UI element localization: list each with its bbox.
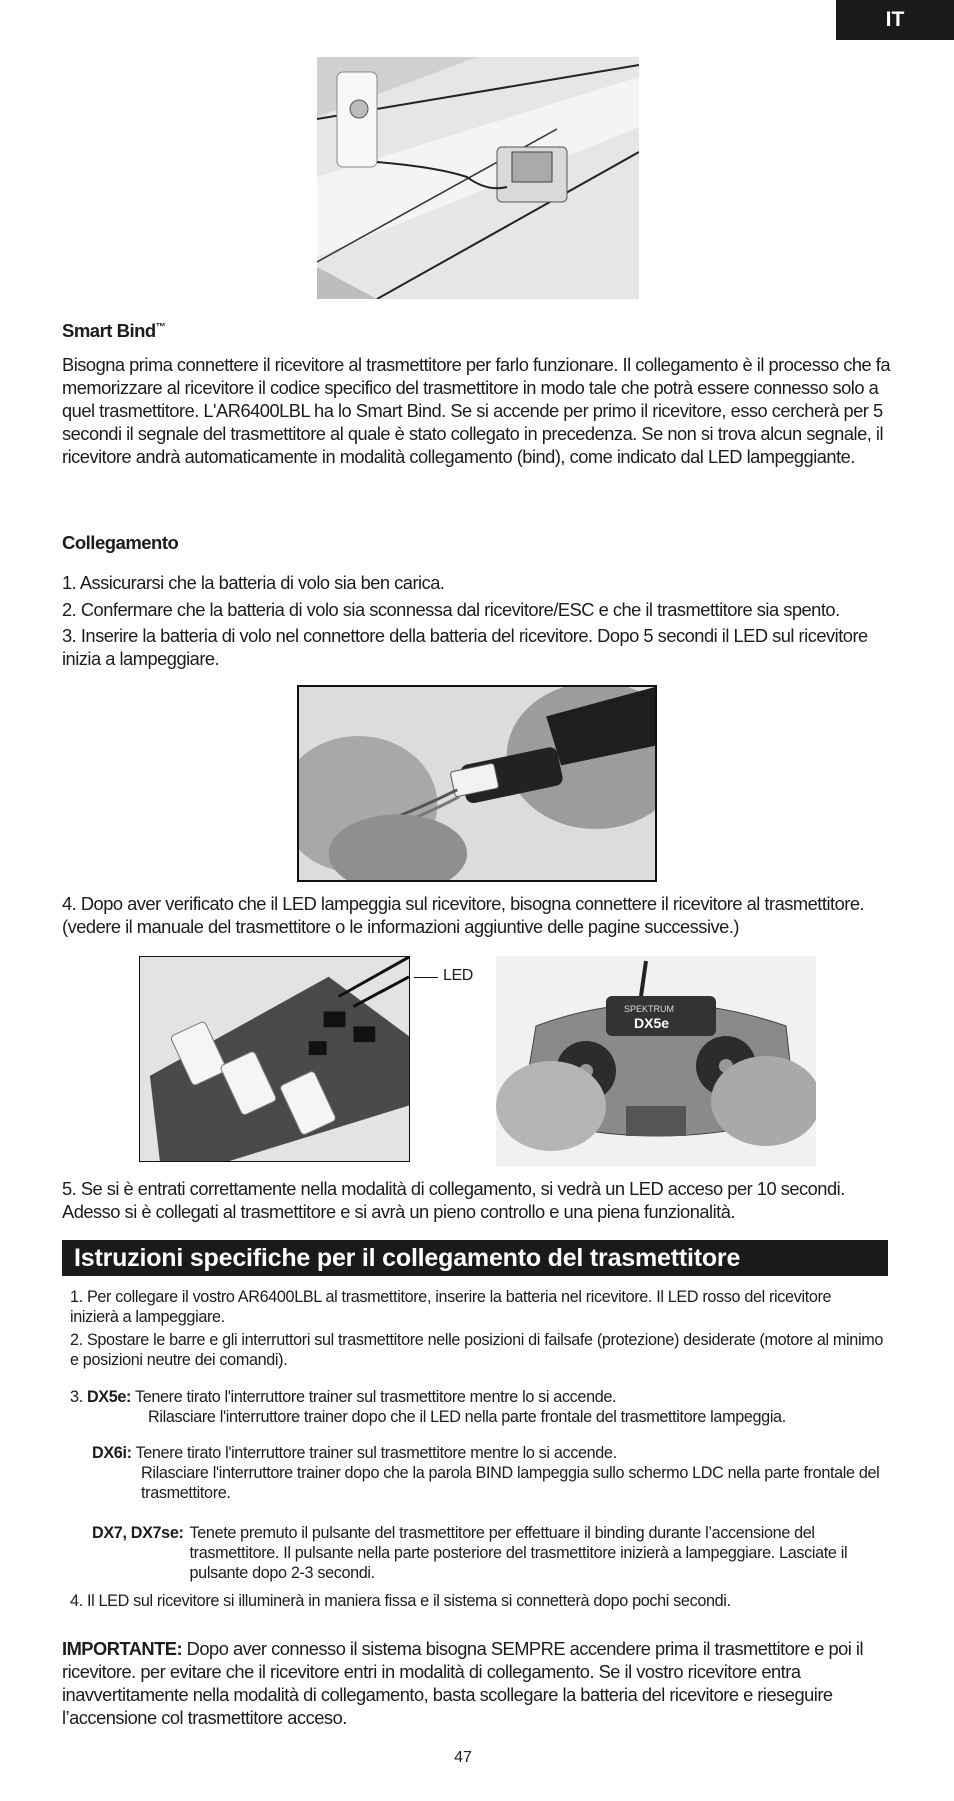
receiver-installed-photo — [317, 57, 639, 299]
smart-bind-paragraph: Bisogna prima connettere il ricevitore al trasmettitore per farlo funzionare. Il collegamento è il processo che fa memorizzare al ricevitore il codice specifico del trasmettitore in modo tale che potrà essere connesso solo a quel trasmettitore. L'AR6400LBL ha lo Smart Bind. Se si accende per primo il ricevitore, esso cercherà per 5 secondi il segnale del trasmettitore al quale è stato collegato in precedenza. Se non si trova alcun segnale, il ricevitore andrà automaticamente in modalità collegamento (bind), come indicato dal LED lampeggiante. — [62, 354, 891, 467]
language-tab: IT — [836, 0, 954, 40]
dx5e-line-2: Rilasciare l'interruttore trainer dopo che il LED nella parte frontale del trasmettitore lampeggia. — [148, 1408, 786, 1426]
important-text: Dopo aver connesso il sistema bisogna SEMPRE accendere prima il trasmettitore e poi il ricevitore. per evitare che il ricevitore entri in modalità di collegamento. Se il vostro ricevitore entra inavvertitamente nella modalità di collegamento, basta scollegare la batteria del ricevitore e rieseguire l’accensione col trasmettitore acceso. — [62, 1638, 864, 1728]
page-number: 47 — [454, 1749, 472, 1766]
receiver-board-image — [140, 957, 409, 1161]
transmitter-instructions-banner: Istruzioni specifiche per il collegamento del trasmettitore — [62, 1240, 888, 1276]
transmitter-image — [496, 956, 816, 1166]
bind-step-5: 5. Se si è entrati correttamente nella modalità di collegamento, si vedrà un LED acceso per 10 secondi. Adesso si è collegati al trasmettitore e si avrà un pieno controllo e una piena funzionalità. — [62, 1178, 845, 1222]
transmitter-model: DX5e — [634, 1015, 670, 1031]
smart-bind-heading — [62, 316, 902, 342]
dx5e-line-1: Tenere tirato l'interruttore trainer sul trasmettitore mentre lo si accende. — [134, 1388, 617, 1406]
dx6i-line-1: Tenere tirato l'interruttore trainer sul trasmettitore mentre lo si accende. — [135, 1444, 617, 1462]
dx7-label: DX7, DX7se: — [92, 1524, 184, 1542]
spec-dx6i — [92, 1443, 882, 1503]
transmitter-brand: SPEKTRUM — [624, 1004, 675, 1014]
item-3-number: 3. — [70, 1388, 83, 1406]
dx7-text: Tenete premuto il pulsante del trasmettitore per effettuare il binding durante l’accensione del trasmettitore. Il pulsante nella parte posteriore del trasmettitore inizierà a lampeggiare. Lasciate il pulsante dopo 2-3 secondi. — [189, 1524, 848, 1582]
battery-connector-image — [299, 687, 655, 880]
trademark-mark: ™ — [155, 322, 166, 333]
bind-step-1: 1. Assicurarsi che la batteria di volo sia ben carica. — [62, 572, 445, 593]
bind-step-4: 4. Dopo aver verificato che il LED lampeggia sul ricevitore, bisogna connettere il ricevitore al trasmettitore. (vedere il manuale del trasmettitore o le informazioni aggiuntive delle pagine successive.) — [62, 893, 865, 937]
bind-step-3: 3. Inserire la batteria di volo nel connettore della batteria del ricevitore. Dopo 5 secondi il LED sul ricevitore inizia a lampeggiare. — [62, 625, 868, 669]
smart-bind-title: Smart Bind — [62, 320, 156, 342]
transmitter-photo — [496, 956, 816, 1166]
dx5e-label: DX5e: — [86, 1388, 132, 1406]
spec-item-3-dx5e — [70, 1387, 910, 1427]
bind-step-2: 2. Confermare che la batteria di volo sia sconnessa dal ricevitore/ESC e che il trasmettitore sia spento. — [62, 599, 840, 620]
dx6i-line-2: Rilasciare l'interruttore trainer dopo che la parola BIND lampeggia sullo schermo LDC nella parte frontale del trasmettitore. — [141, 1464, 880, 1502]
dx6i-label: DX6i: — [92, 1444, 132, 1462]
battery-connector-photo — [297, 685, 657, 882]
spec-item-4: 4. Il LED sul ricevitore si illuminerà in maniera fissa e il sistema si connetterà dopo pochi secondi. — [70, 1592, 731, 1610]
spec-item-2: 2. Spostare le barre e gli interruttori sul trasmettitore nelle posizioni di failsafe (protezione) desiderate (motore al minimo e posizioni neutre dei comandi). — [70, 1331, 883, 1369]
receiver-led-photo — [139, 956, 410, 1162]
receiver-installed-image — [317, 57, 639, 299]
spec-dx7 — [92, 1523, 892, 1583]
collegamento-heading: Collegamento — [62, 532, 179, 553]
spec-item-1: 1. Per collegare il vostro AR6400LBL al trasmettitore, inserire la batteria nel ricevitore. Il LED rosso del ricevitore inizierà a lampeggiare. — [70, 1288, 832, 1326]
led-pointer-line — [414, 977, 438, 978]
important-note — [62, 1637, 882, 1729]
led-label: LED — [443, 967, 473, 984]
important-label: IMPORTANTE: — [62, 1638, 183, 1659]
